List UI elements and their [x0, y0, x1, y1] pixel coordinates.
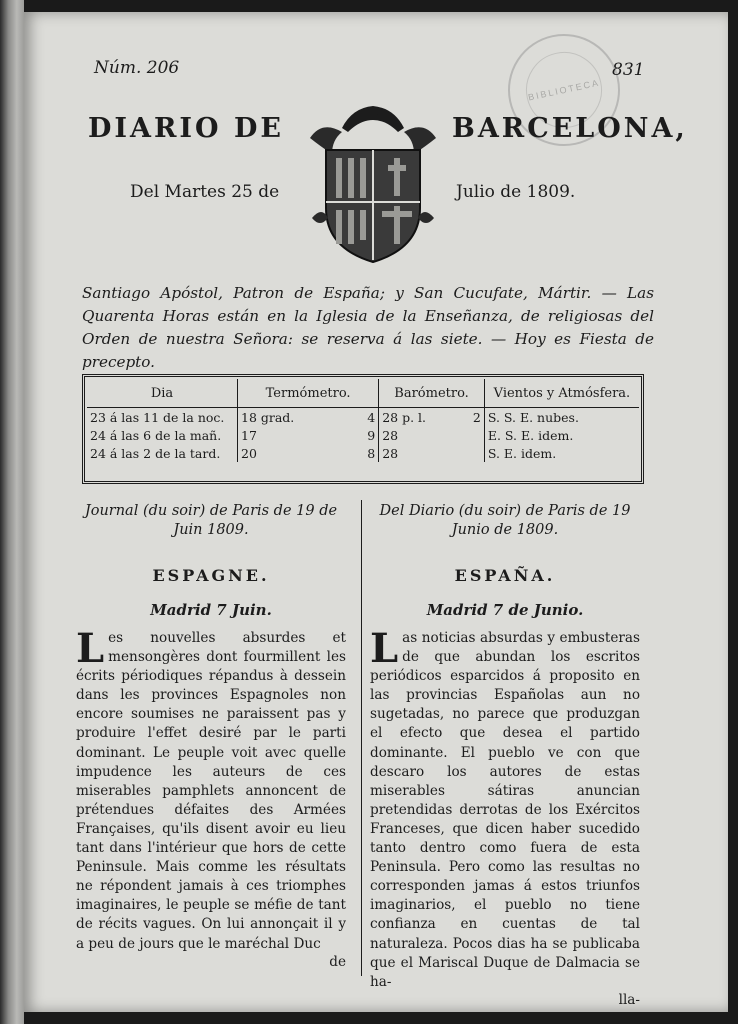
weather-cell-termometro: 20: [241, 445, 257, 461]
weather-cell-dia: 24 á las 2 de la tard.: [87, 444, 238, 462]
weather-cell-bar-frac: [461, 444, 485, 462]
weather-cell-vientos: E. S. E. idem.: [487, 427, 574, 443]
weather-row: [87, 426, 639, 444]
masthead-title-left: DIARIO DE: [88, 113, 284, 144]
weather-cell-vientos: S. E. idem.: [487, 445, 557, 461]
weather-cell-term-frac: 8: [351, 444, 379, 462]
article-text: as noticias absurdas y embusteras de que abundan los escritos periódicos esparcidos á proposito en las provincias Españolas aun no sugetadas, no parece que produzgan el efecto que desea el partido dominante. El pueblo ve con que descaro los autores de estas miserables sátiras anuncian pretendidas derrotas de los Exércitos Franceses, que dicen haber sucedido tanto dentro como fuera de esta Peninsula. Pero como las resultas no corresponden jamas á estos triunfos imaginarios, el pueblo no tiene confianza en cuentas de tal naturaleza. Pocos dias ha se publicaba que el Mariscal Duque de Dalmacia se ha-: [370, 630, 640, 990]
weather-cell-barometro: 28: [382, 445, 399, 461]
article-column-french: [76, 502, 346, 970]
column-divider: [361, 500, 362, 976]
newspaper-page: [24, 12, 728, 1012]
stamp-text: BIBLIOTECA: [527, 77, 601, 102]
article-dateline: Madrid 7 Juin.: [150, 601, 272, 619]
weather-header-vientos: Vientos y Atmósfera.: [484, 379, 639, 408]
weather-cell-termometro: 17: [241, 427, 257, 443]
drop-cap: L: [370, 625, 399, 672]
weather-row: [87, 444, 639, 462]
weather-row: [87, 408, 639, 427]
weather-cell-barometro: 28 p. l.: [382, 409, 427, 425]
weather-cell-dia: 23 á las 11 de la noc.: [87, 408, 238, 427]
catchword: lla-: [618, 991, 640, 1008]
article-body: [76, 625, 346, 954]
article-source-heading: Journal (du soir) de Paris de 19 de Juin 1809.: [84, 503, 338, 538]
article-column-spanish: [370, 502, 640, 1008]
article-country: ESPAÑA.: [454, 566, 556, 585]
weather-cell-bar-frac: 2: [461, 408, 485, 427]
article-source-heading: Del Diario (du soir) de Paris de 19 Junio de 1809.: [379, 503, 631, 538]
article-body: [370, 625, 640, 992]
weather-cell-barometro: 28: [382, 427, 399, 443]
weather-cell-term-frac: 9: [351, 426, 379, 444]
weather-table: [82, 374, 644, 484]
issue-number: Núm. 206: [94, 58, 180, 78]
article-dateline: Madrid 7 de Junio.: [426, 601, 584, 619]
book-spine-edge: [0, 0, 24, 1024]
drop-cap: L: [76, 625, 105, 672]
article-country: ESPAGNE.: [152, 566, 270, 585]
page-number: 831: [612, 60, 645, 80]
date-line-left: Del Martes 25 de: [130, 182, 280, 202]
weather-header-termometro: Termómetro.: [238, 379, 379, 408]
article-text: es nouvelles absurdes et mensongères dont fourmillent les écrits périodiques répandus à dessein dans les provinces Espagnoles non encore soumises ne paraissent pas y produire l'effet desiré par le parti dominant. Le peuple voit avec quelle impudence les auteurs de ces miserables pamphlets annoncent de prétendues défaites des Armées Françaises, qu'ils disent avoir eu lieu tant dans l'intérieur que hors de cette Peninsule. Mais comme les résultats ne répondent jamais à ces triomphes imaginaires, le peuple se méfie de tant de récits vagues. On lui annonçait il y a peu de jours que le maréchal Duc: [76, 630, 346, 952]
weather-cell-term-frac: 4: [351, 408, 379, 427]
daily-notice: Santiago Apóstol, Patron de España; y San Cucufate, Mártir. — Las Quarenta Horas están en la Iglesia de la Enseñanza, de religiosas del Orden de nuestra Señora: se reserva á las siete. — Hoy es Fiesta de precepto.: [82, 284, 654, 371]
coat-of-arms-icon: [302, 98, 444, 268]
weather-cell-bar-frac: [461, 426, 485, 444]
weather-cell-vientos: S. S. E. nubes.: [487, 409, 579, 425]
weather-header-barometro: Barómetro.: [379, 379, 485, 408]
date-line-right: Julio de 1809.: [456, 182, 576, 202]
weather-header-dia: Dia: [87, 379, 238, 408]
masthead-title-right: BARCELONA,: [452, 113, 688, 144]
weather-cell-termometro: 18 grad.: [241, 409, 295, 425]
weather-cell-dia: 24 á las 6 de la mañ.: [87, 426, 238, 444]
catchword: de: [329, 953, 346, 970]
